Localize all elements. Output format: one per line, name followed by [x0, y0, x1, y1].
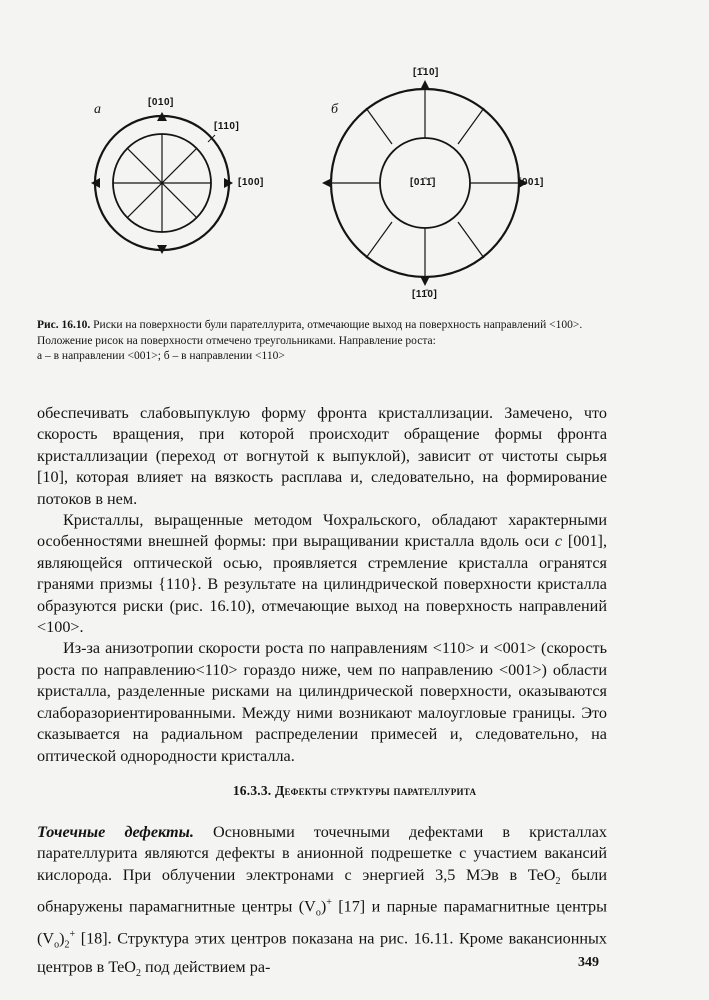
direction-label: [010] [148, 97, 174, 108]
subscript: o [54, 940, 60, 952]
paragraph-4 [37, 822, 607, 984]
text-run: под действием ра- [140, 957, 271, 976]
crystal-diagram [0, 0, 709, 310]
direction-label: [1̄10] [413, 67, 439, 78]
paragraph-2-text: Кристаллы, выращенные методом Чохральского, обладают характерными особенностями внешней формы: при выращивании кристалла вдоль оси [37, 511, 607, 551]
figure-16-10 [0, 0, 709, 310]
caption-number: Рис. 16.10. [37, 319, 91, 331]
direction-label: [001] [518, 177, 544, 188]
page-number: 349 [578, 955, 599, 970]
triangle-marker [420, 276, 430, 286]
triangle-marker [420, 80, 430, 90]
caption-text: Риски на поверхности були парателлурита, отмечающие выход на поверхность направлений <100>. Положение рисок на поверхности отмечено треугольниками. Направление роста: [37, 319, 583, 347]
panel-a-label: а [94, 102, 101, 117]
text-run: ) [320, 897, 327, 916]
paragraph-1: обеспечивать слабовыпуклую форму фронта кристаллизации. Замечено, что скорость вращения, при которой происходит обращение формы фронта кристаллизации (переход от вогнутой к выпуклой), зависит от чистоты сырья [10], которая влияет на вязкость расплава и, следовательно, на формирование потоков в нем. [37, 404, 607, 508]
subscript: 2 [135, 967, 141, 979]
axis-symbol: c [554, 532, 563, 551]
text-run: были обнаружены парамагнитные центры (V [37, 865, 608, 916]
triangle-marker [322, 178, 332, 188]
direction-label: [100] [238, 177, 264, 188]
main-text [37, 403, 607, 767]
direction-label: [01̄1̄] [410, 177, 436, 188]
superscript: + [69, 929, 76, 941]
figure-caption [37, 318, 609, 365]
paragraph-2-text-cont: [001], являющейся оптической осью, проявляется стремление кристалла огранятся гранями призмы {110}. В результате на цилиндрической поверхности кристалла образуются риски (рис. 16.10), отмечающие выход на поверхность направлений <100>. [37, 532, 607, 637]
text-run: ) [59, 929, 65, 948]
section-heading [0, 783, 709, 799]
defects-text [37, 822, 607, 984]
panel-b-label: б [331, 102, 339, 117]
panel-b-line-lr [458, 222, 484, 258]
superscript: + [326, 897, 332, 909]
paragraph-2 [37, 510, 607, 638]
panel-b-line-ur [458, 108, 484, 144]
caption-line2: а – в направлении <001>; б – в направлении <110> [37, 350, 285, 362]
section-number: 16.3.3. [232, 783, 272, 798]
direction-label: [110] [214, 121, 240, 132]
panel-b-line-ul [366, 108, 392, 144]
text-run: Основными точечными дефектами в кристаллах парателлурита являются дефекты в анионной подрешетке с участием вакансий кислорода. При облучении электронами с энергией 3,5 МЭв в TeO [37, 823, 607, 884]
section-title: Дефекты структуры парателлурита [274, 783, 477, 798]
paragraph-lead: Точечные дефекты. [37, 823, 194, 841]
direction-label: [11̄0] [412, 289, 438, 300]
panel-a-diagram [95, 116, 229, 250]
paragraph-3: Из-за анизотропии скорости роста по направлениям <110> и <001> (скорость роста по направлению<110> гораздо ниже, чем по направлению <001>) области кристалла, разделенные рисками на цилиндрической поверхности, оказываются слаборазориентированными. Между ними возникают малоугловые границы. Это сказывается на радиальном распределении примесей и, следовательно, на оптической однородности кристалла. [37, 639, 607, 765]
subscript: o [315, 908, 321, 920]
subscript: 2 [64, 940, 70, 952]
panel-b-line-ll [366, 222, 392, 258]
text-run: [18]. Структура этих центров показана на рис. 16.11. Кроме вакансионных центров в TeO [37, 929, 607, 976]
text-run: [17] и парные парамагнитные центры (V [37, 897, 607, 948]
subscript: 2 [555, 876, 561, 888]
